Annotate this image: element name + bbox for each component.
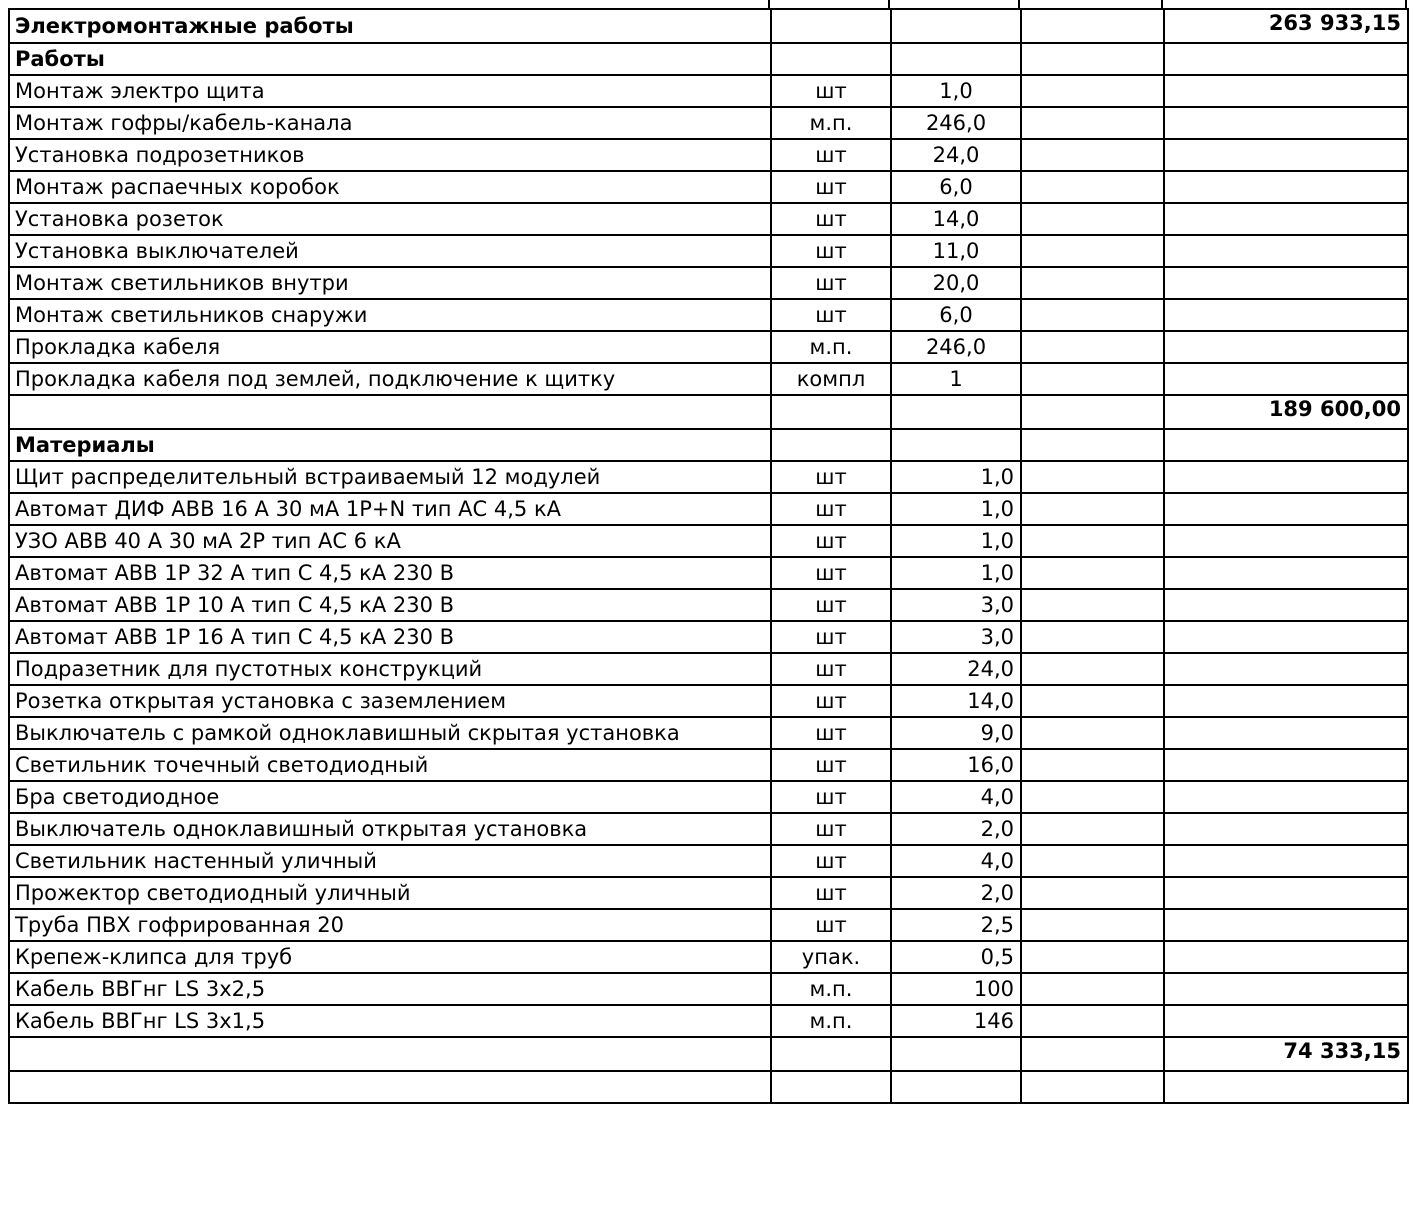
empty-cell[interactable] bbox=[771, 43, 891, 75]
item-unit[interactable]: шт bbox=[771, 749, 891, 781]
item-qty[interactable]: 14,0 bbox=[891, 203, 1021, 235]
item-price[interactable] bbox=[1021, 525, 1164, 557]
item-qty[interactable]: 16,0 bbox=[891, 749, 1021, 781]
empty-cell[interactable] bbox=[1021, 1071, 1164, 1103]
item-price[interactable] bbox=[1021, 877, 1164, 909]
item-name[interactable]: Автомат ABB 1P 16 А тип C 4,5 кА 230 В bbox=[9, 621, 771, 653]
item-name[interactable]: Монтаж светильников внутри bbox=[9, 267, 771, 299]
table-row bbox=[9, 781, 1408, 813]
table-row bbox=[9, 813, 1408, 845]
item-unit[interactable]: шт bbox=[771, 813, 891, 845]
item-sum[interactable] bbox=[1164, 941, 1408, 973]
table-row bbox=[9, 877, 1408, 909]
item-qty[interactable]: 4,0 bbox=[891, 845, 1021, 877]
table-row bbox=[9, 909, 1408, 941]
item-qty[interactable]: 146 bbox=[891, 1005, 1021, 1037]
table-row bbox=[9, 331, 1408, 363]
item-sum[interactable] bbox=[1164, 557, 1408, 589]
item-price[interactable] bbox=[1021, 363, 1164, 395]
item-unit[interactable]: компл bbox=[771, 363, 891, 395]
item-unit[interactable]: шт bbox=[771, 781, 891, 813]
empty-cell[interactable] bbox=[771, 1037, 891, 1071]
item-sum[interactable] bbox=[1164, 75, 1408, 107]
item-qty[interactable]: 6,0 bbox=[891, 299, 1021, 331]
table-row bbox=[9, 299, 1408, 331]
table-row bbox=[9, 749, 1408, 781]
item-name[interactable]: Кабель ВВГнг LS 3х1,5 bbox=[9, 1005, 771, 1037]
item-unit[interactable]: шт bbox=[771, 75, 891, 107]
item-unit[interactable]: шт bbox=[771, 621, 891, 653]
item-unit[interactable]: шт bbox=[771, 299, 891, 331]
empty-cell[interactable] bbox=[1021, 1037, 1164, 1071]
table-row bbox=[9, 139, 1408, 171]
item-sum[interactable] bbox=[1164, 363, 1408, 395]
table-row bbox=[9, 493, 1408, 525]
item-name[interactable]: Автомат ABB 1P 10 А тип C 4,5 кА 230 В bbox=[9, 589, 771, 621]
table-row bbox=[9, 653, 1408, 685]
empty-cell[interactable] bbox=[1164, 43, 1408, 75]
item-unit[interactable]: шт bbox=[771, 589, 891, 621]
item-sum[interactable] bbox=[1164, 171, 1408, 203]
item-qty[interactable]: 0,5 bbox=[891, 941, 1021, 973]
item-sum[interactable] bbox=[1164, 909, 1408, 941]
table-row bbox=[9, 363, 1408, 395]
item-sum[interactable] bbox=[1164, 717, 1408, 749]
empty-cell[interactable] bbox=[771, 9, 891, 43]
item-name[interactable]: Прокладка кабеля bbox=[9, 331, 771, 363]
materials-total[interactable]: 74 333,15 bbox=[1164, 1037, 1408, 1071]
item-sum[interactable] bbox=[1164, 877, 1408, 909]
item-price[interactable] bbox=[1021, 813, 1164, 845]
item-unit[interactable]: шт bbox=[771, 557, 891, 589]
item-qty[interactable]: 11,0 bbox=[891, 235, 1021, 267]
item-qty[interactable]: 1,0 bbox=[891, 461, 1021, 493]
item-price[interactable] bbox=[1021, 1005, 1164, 1037]
item-name[interactable]: УЗО ABB 40 А 30 мА 2P тип АС 6 кА bbox=[9, 525, 771, 557]
item-sum[interactable] bbox=[1164, 845, 1408, 877]
item-sum[interactable] bbox=[1164, 299, 1408, 331]
empty-cell[interactable] bbox=[891, 43, 1021, 75]
item-name[interactable]: Светильник точечный светодиодный bbox=[9, 749, 771, 781]
empty-cell[interactable] bbox=[1021, 9, 1164, 43]
empty-cell[interactable] bbox=[1164, 429, 1408, 461]
works-total[interactable]: 189 600,00 bbox=[1164, 395, 1408, 429]
item-sum[interactable] bbox=[1164, 653, 1408, 685]
item-sum[interactable] bbox=[1164, 331, 1408, 363]
item-price[interactable] bbox=[1021, 589, 1164, 621]
item-name[interactable]: Кабель ВВГнг LS 3х2,5 bbox=[9, 973, 771, 1005]
item-price[interactable] bbox=[1021, 941, 1164, 973]
item-qty[interactable]: 24,0 bbox=[891, 653, 1021, 685]
item-price[interactable] bbox=[1021, 653, 1164, 685]
table-row bbox=[9, 621, 1408, 653]
item-name[interactable]: Выключатель с рамкой одноклавишный скрытая установка bbox=[9, 717, 771, 749]
empty-cell[interactable] bbox=[771, 1071, 891, 1103]
sheet-title[interactable]: Электромонтажные работы bbox=[9, 9, 771, 43]
item-qty[interactable]: 1,0 bbox=[891, 493, 1021, 525]
table-row bbox=[9, 717, 1408, 749]
table-row bbox=[9, 845, 1408, 877]
section-heading-materials[interactable]: Материалы bbox=[9, 429, 771, 461]
item-qty[interactable]: 2,0 bbox=[891, 877, 1021, 909]
item-qty[interactable]: 3,0 bbox=[891, 621, 1021, 653]
table-row bbox=[9, 525, 1408, 557]
item-sum[interactable] bbox=[1164, 781, 1408, 813]
item-qty[interactable]: 2,5 bbox=[891, 909, 1021, 941]
item-price[interactable] bbox=[1021, 139, 1164, 171]
item-name[interactable]: Автомат ДИФ ABB 16 А 30 мА 1P+N тип АС 4,5 кА bbox=[9, 493, 771, 525]
item-unit[interactable]: м.п. bbox=[771, 973, 891, 1005]
empty-cell[interactable] bbox=[771, 395, 891, 429]
item-unit[interactable]: шт bbox=[771, 525, 891, 557]
item-price[interactable] bbox=[1021, 621, 1164, 653]
works-total-row bbox=[9, 395, 1408, 429]
item-price[interactable] bbox=[1021, 493, 1164, 525]
item-unit[interactable]: шт bbox=[771, 493, 891, 525]
empty-cell[interactable] bbox=[891, 429, 1021, 461]
table-row bbox=[9, 557, 1408, 589]
table-row bbox=[9, 973, 1408, 1005]
item-sum[interactable] bbox=[1164, 461, 1408, 493]
item-qty[interactable]: 24,0 bbox=[891, 139, 1021, 171]
item-sum[interactable] bbox=[1164, 493, 1408, 525]
item-name[interactable]: Прожектор светодиодный уличный bbox=[9, 877, 771, 909]
item-unit[interactable]: шт bbox=[771, 235, 891, 267]
item-price[interactable] bbox=[1021, 331, 1164, 363]
table-row bbox=[9, 75, 1408, 107]
item-sum[interactable] bbox=[1164, 1005, 1408, 1037]
item-name[interactable]: Розетка открытая установка с заземлением bbox=[9, 685, 771, 717]
item-unit[interactable]: шт bbox=[771, 267, 891, 299]
item-unit[interactable]: шт bbox=[771, 653, 891, 685]
item-qty[interactable]: 1,0 bbox=[891, 75, 1021, 107]
table-row bbox=[9, 685, 1408, 717]
item-price[interactable] bbox=[1021, 203, 1164, 235]
item-qty[interactable]: 6,0 bbox=[891, 171, 1021, 203]
item-unit[interactable]: м.п. bbox=[771, 1005, 891, 1037]
title-row bbox=[9, 9, 1408, 43]
item-price[interactable] bbox=[1021, 107, 1164, 139]
empty-cell[interactable] bbox=[1021, 395, 1164, 429]
item-qty[interactable]: 246,0 bbox=[891, 107, 1021, 139]
materials-total-row bbox=[9, 1037, 1408, 1071]
item-name[interactable]: Труба ПВХ гофрированная 20 bbox=[9, 909, 771, 941]
item-name[interactable]: Прокладка кабеля под землей, подключение к щитку bbox=[9, 363, 771, 395]
item-qty[interactable]: 3,0 bbox=[891, 589, 1021, 621]
item-price[interactable] bbox=[1021, 749, 1164, 781]
item-price[interactable] bbox=[1021, 685, 1164, 717]
section-heading-works[interactable]: Работы bbox=[9, 43, 771, 75]
item-sum[interactable] bbox=[1164, 685, 1408, 717]
item-sum[interactable] bbox=[1164, 973, 1408, 1005]
item-qty[interactable]: 9,0 bbox=[891, 717, 1021, 749]
table-row bbox=[9, 235, 1408, 267]
item-sum[interactable] bbox=[1164, 139, 1408, 171]
item-unit[interactable]: шт bbox=[771, 909, 891, 941]
item-qty[interactable]: 2,0 bbox=[891, 813, 1021, 845]
table-row bbox=[9, 589, 1408, 621]
item-price[interactable] bbox=[1021, 973, 1164, 1005]
item-unit[interactable]: шт bbox=[771, 717, 891, 749]
sheet-top-edge bbox=[0, 0, 1414, 8]
table-row bbox=[9, 1005, 1408, 1037]
item-name[interactable]: Установка выключателей bbox=[9, 235, 771, 267]
item-name[interactable]: Установка подрозетников bbox=[9, 139, 771, 171]
item-sum[interactable] bbox=[1164, 813, 1408, 845]
item-name[interactable]: Бра светодиодное bbox=[9, 781, 771, 813]
item-sum[interactable] bbox=[1164, 267, 1408, 299]
table-row bbox=[9, 941, 1408, 973]
item-name[interactable]: Автомат ABB 1P 32 А тип C 4,5 кА 230 В bbox=[9, 557, 771, 589]
item-price[interactable] bbox=[1021, 717, 1164, 749]
item-unit[interactable]: шт bbox=[771, 845, 891, 877]
item-name[interactable]: Установка розеток bbox=[9, 203, 771, 235]
empty-cell[interactable] bbox=[9, 395, 771, 429]
item-qty[interactable]: 14,0 bbox=[891, 685, 1021, 717]
item-qty[interactable]: 1 bbox=[891, 363, 1021, 395]
item-sum[interactable] bbox=[1164, 203, 1408, 235]
empty-cell[interactable] bbox=[1021, 429, 1164, 461]
item-price[interactable] bbox=[1021, 557, 1164, 589]
item-name[interactable]: Монтаж электро щита bbox=[9, 75, 771, 107]
item-price[interactable] bbox=[1021, 267, 1164, 299]
item-price[interactable] bbox=[1021, 781, 1164, 813]
estimate-table bbox=[8, 8, 1409, 1104]
item-sum[interactable] bbox=[1164, 621, 1408, 653]
item-unit[interactable]: шт bbox=[771, 877, 891, 909]
item-unit[interactable]: шт bbox=[771, 171, 891, 203]
table-row bbox=[9, 171, 1408, 203]
item-sum[interactable] bbox=[1164, 107, 1408, 139]
item-sum[interactable] bbox=[1164, 525, 1408, 557]
empty-cell[interactable] bbox=[9, 1037, 771, 1071]
item-name[interactable]: Монтаж светильников снаружи bbox=[9, 299, 771, 331]
item-sum[interactable] bbox=[1164, 589, 1408, 621]
section-heading-row bbox=[9, 429, 1408, 461]
empty-cell[interactable] bbox=[891, 1071, 1021, 1103]
item-qty[interactable]: 4,0 bbox=[891, 781, 1021, 813]
empty-cell[interactable] bbox=[1164, 1071, 1408, 1103]
empty-cell[interactable] bbox=[9, 1071, 771, 1103]
empty-cell[interactable] bbox=[891, 1037, 1021, 1071]
item-unit[interactable]: м.п. bbox=[771, 107, 891, 139]
item-price[interactable] bbox=[1021, 299, 1164, 331]
item-unit[interactable]: шт bbox=[771, 461, 891, 493]
item-price[interactable] bbox=[1021, 171, 1164, 203]
item-unit[interactable]: шт bbox=[771, 685, 891, 717]
item-name[interactable]: Монтаж распаечных коробок bbox=[9, 171, 771, 203]
item-sum[interactable] bbox=[1164, 749, 1408, 781]
table-row bbox=[9, 107, 1408, 139]
item-sum[interactable] bbox=[1164, 235, 1408, 267]
item-name[interactable]: Подразетник для пустотных конструкций bbox=[9, 653, 771, 685]
item-qty[interactable]: 246,0 bbox=[891, 331, 1021, 363]
trailing-row bbox=[9, 1071, 1408, 1103]
empty-cell[interactable] bbox=[1021, 43, 1164, 75]
item-name[interactable]: Крепеж-клипса для труб bbox=[9, 941, 771, 973]
item-unit[interactable]: шт bbox=[771, 203, 891, 235]
section-heading-row bbox=[9, 43, 1408, 75]
item-price[interactable] bbox=[1021, 845, 1164, 877]
item-qty[interactable]: 20,0 bbox=[891, 267, 1021, 299]
table-row bbox=[9, 461, 1408, 493]
table-row bbox=[9, 267, 1408, 299]
item-name[interactable]: Монтаж гофры/кабель-канала bbox=[9, 107, 771, 139]
item-unit[interactable]: упак. bbox=[771, 941, 891, 973]
item-unit[interactable]: шт bbox=[771, 139, 891, 171]
item-name[interactable]: Щит распределительный встраиваемый 12 модулей bbox=[9, 461, 771, 493]
item-name[interactable]: Светильник настенный уличный bbox=[9, 845, 771, 877]
item-name[interactable]: Выключатель одноклавишный открытая установка bbox=[9, 813, 771, 845]
item-unit[interactable]: м.п. bbox=[771, 331, 891, 363]
empty-cell[interactable] bbox=[891, 395, 1021, 429]
empty-cell[interactable] bbox=[771, 429, 891, 461]
item-price[interactable] bbox=[1021, 75, 1164, 107]
empty-cell[interactable] bbox=[891, 9, 1021, 43]
item-qty[interactable]: 1,0 bbox=[891, 525, 1021, 557]
item-price[interactable] bbox=[1021, 461, 1164, 493]
item-price[interactable] bbox=[1021, 909, 1164, 941]
item-qty[interactable]: 1,0 bbox=[891, 557, 1021, 589]
item-qty[interactable]: 100 bbox=[891, 973, 1021, 1005]
table-row bbox=[9, 203, 1408, 235]
grand-total[interactable]: 263 933,15 bbox=[1164, 9, 1408, 43]
item-price[interactable] bbox=[1021, 235, 1164, 267]
